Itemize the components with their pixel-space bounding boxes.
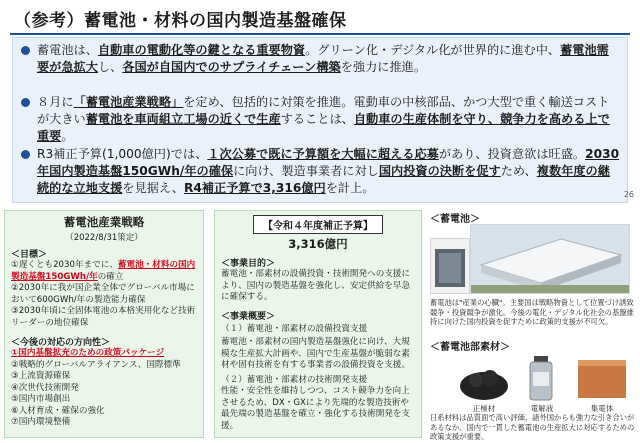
emphasis: １次公募で既に予算額を大幅に超える応募 bbox=[207, 147, 439, 161]
budget-amount: 3,316億円 bbox=[288, 237, 348, 251]
text: 蓄電池は、 bbox=[37, 43, 98, 57]
policy-item: ③上流資源確保 bbox=[11, 371, 71, 381]
text: を見据え、 bbox=[122, 181, 184, 195]
emphasis: 「蓄電池産業戦略」 bbox=[73, 95, 184, 109]
battery-factory-image bbox=[470, 224, 630, 294]
text: 。 bbox=[61, 129, 74, 143]
current-collector-image bbox=[574, 354, 630, 402]
policy-item: ⑦国内環境整備 bbox=[11, 417, 71, 427]
bullet-dot-icon bbox=[21, 46, 30, 55]
text: ため、 bbox=[500, 164, 537, 178]
overview-label: ＜事業概要＞ bbox=[221, 311, 276, 322]
cathode-image bbox=[458, 354, 510, 402]
text: を定め、包括的に対策を推進。電動車の中核部品、かつ大型で重く輸送コストが大きい bbox=[37, 95, 610, 126]
emphasis: 2030年国内製造基盤150GWh/年の確保 bbox=[37, 147, 620, 178]
text: の確立 bbox=[97, 271, 124, 282]
bullet-dot-icon bbox=[21, 150, 30, 159]
electrolyte-image bbox=[526, 354, 556, 402]
summary-bullet-3 bbox=[21, 146, 621, 197]
goal-item: ③2030年頃に全固体電池の本格実用化など技術リーダーの地位確保 bbox=[11, 306, 196, 328]
battery-module-image bbox=[430, 238, 470, 294]
budget-panel bbox=[214, 210, 422, 438]
summary-box bbox=[12, 37, 628, 203]
emphasis: 蓄電池・材料の国内製造基盤150GWh/年 bbox=[11, 260, 196, 282]
summary-bullet-2 bbox=[21, 94, 621, 145]
strategy-panel bbox=[4, 210, 204, 438]
purpose-label: ＜事業目的＞ bbox=[221, 259, 276, 269]
purpose-text: 蓄電池・部素材の設備投資・技術開発への支援により、国内の製造基盤を強化し、安定供給を早急に確保する。 bbox=[221, 269, 411, 302]
summary-bullet-1 bbox=[21, 42, 621, 76]
materials-label: ＜蓄電池部素材＞ bbox=[430, 342, 510, 353]
material-label: 正極材 bbox=[472, 404, 496, 413]
policy-item: ④次世代技術開発 bbox=[11, 382, 79, 393]
policy-label: ＜今後の対応の方向性＞ bbox=[11, 338, 111, 348]
text: することは、 bbox=[280, 112, 354, 126]
battery-caption: 蓄電池は"産業の心臓"。主要国は戦略物資として位置づけ誘致競争・投資競争が激化。今後の電化・デジタル化社会の基盤維持に向けた国内投資を促すために政策的支援が不可欠。 bbox=[430, 298, 634, 326]
emphasis: 複数年度の継続的な立地支援 bbox=[37, 164, 610, 195]
policy-item: ⑥人材育成・確保の強化 bbox=[11, 405, 105, 416]
text: し、 bbox=[97, 60, 123, 74]
emphasis: 自動車の電動化等の鍵となる重要物資 bbox=[97, 43, 306, 57]
page-number: 26 bbox=[623, 190, 634, 199]
item1-body: 蓄電池・部素材の国内製造基盤強化に向け、大規模な生産拡大計画や、国内で生産基盤が脆弱な素材や固有技術を有する事業者の設備投資を支援。 bbox=[221, 337, 411, 370]
emphasis: 蓄電池を車両組立工場の近くで生産 bbox=[85, 112, 281, 126]
page-title: （参考）蓄電池・材料の国内製造基盤確保 bbox=[14, 11, 347, 31]
text: を強力に推進。 bbox=[340, 60, 427, 74]
emphasis: 自動車の生産体制を守り、競争力を高める上で重要 bbox=[37, 112, 610, 143]
text: を計上。 bbox=[325, 181, 375, 195]
policy-item: ②戦略的グローバルアライアンス、国際標準 bbox=[11, 359, 181, 370]
policy-item: ⑤国内市場創出 bbox=[11, 394, 71, 404]
goal-item: ②2030年に我が国企業全体でグローバル市場において600GWh/年の製造能力確保 bbox=[11, 283, 195, 305]
budget-heading: 【令和４年度補正予算】 bbox=[253, 215, 383, 234]
battery-label: ＜蓄電池＞ bbox=[430, 214, 480, 225]
text: R3補正予算(1,000億円)では、 bbox=[37, 147, 208, 161]
images-column bbox=[430, 210, 636, 441]
goal-label: ＜目標＞ bbox=[11, 250, 48, 260]
item2-body: 性能・安全性を維持しつつ、コスト競争力を向上させるため、DX・GXにより先端的な製造技術や最先端の製造基盤を確立・強化する技術開発を支援。 bbox=[221, 386, 411, 431]
text: 。グリーン化・デジタル化が世界的に進む中、 bbox=[305, 43, 561, 57]
text: に向け、製造事業者に対し bbox=[233, 164, 379, 178]
material-label: 電解液 bbox=[530, 404, 554, 413]
emphasis: 国内投資の決断を促す bbox=[378, 164, 501, 178]
strategy-heading: 蓄電池産業戦略 bbox=[63, 215, 145, 229]
emphasis: R4補正予算で3,316億円 bbox=[183, 181, 326, 195]
material-label: 集電体 bbox=[590, 404, 614, 413]
text: ①遅くとも2030年までに、 bbox=[11, 260, 118, 270]
materials-caption: 日系材料は品質面で高い評価、諸外国からも強力な引き合いがあるなか、国内で一貫した蓄電池の生産拡大に対応するための政策支援が重要。 bbox=[430, 413, 635, 441]
text: があり、投資意欲は旺盛。 bbox=[438, 147, 586, 161]
emphasis: 蓄電池需要が急拡大 bbox=[37, 43, 609, 74]
goal-item bbox=[11, 260, 199, 283]
title-rule bbox=[10, 33, 630, 35]
item2-title: （２）蓄電池・部素材の技術開発支援 bbox=[221, 374, 368, 385]
item1-title: （１）蓄電池・部素材の設備投資支援 bbox=[221, 323, 368, 334]
strategy-date: （2022/8/31策定） bbox=[65, 233, 143, 243]
bullet-dot-icon bbox=[21, 98, 30, 107]
policy-item: ①国内基盤拡充のための政策パッケージ bbox=[11, 348, 165, 358]
emphasis: 各国が自国内でのサプライチェーン構築 bbox=[122, 60, 341, 74]
text: ８月に bbox=[37, 95, 74, 109]
